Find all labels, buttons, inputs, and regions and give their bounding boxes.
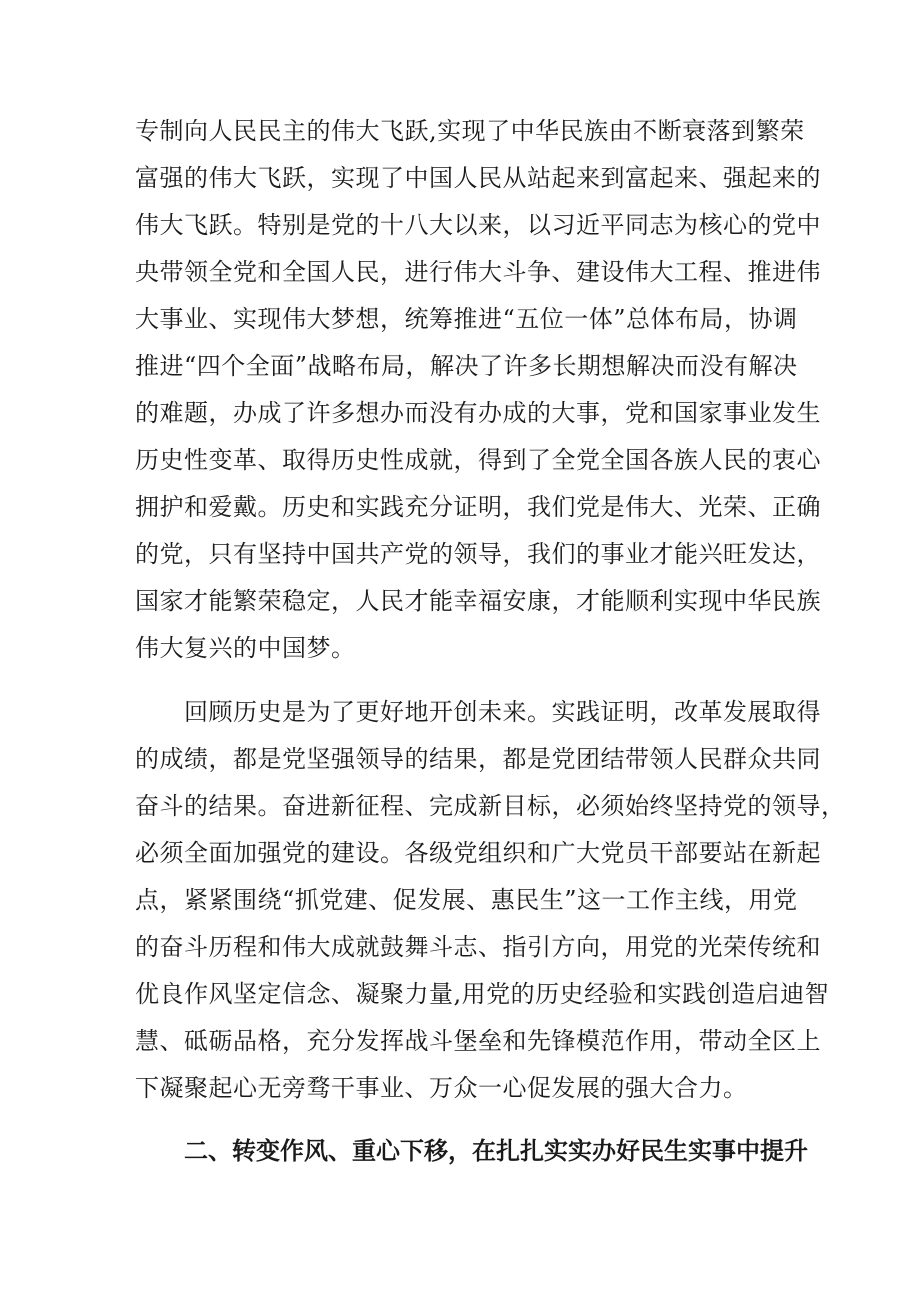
text-line: 专制向人民民主的伟大飞跃,实现了中华民族由不断衰落到繁荣 xyxy=(135,117,805,145)
text-line: 的难题，办成了许多想办而没有办成的大事，党和国家事业发生 xyxy=(135,399,821,427)
text-line: 的党，只有坚持中国共产党的领导，我们的事业才能兴旺发达， xyxy=(135,540,821,568)
text-line: 历史性变革、取得历史性成就，得到了全党全国各族人民的衷心 xyxy=(135,446,821,474)
text-line: 央带领全党和全国人民，进行伟大斗争、建设伟大工程、推进伟 xyxy=(135,258,821,286)
text-line: 回顾历史是为了更好地开创未来。实践证明，改革发展取得 xyxy=(184,698,821,726)
text-line: 拥护和爱戴。历史和实践充分证明，我们党是伟大、光荣、正确 xyxy=(135,493,821,521)
text-line: 的成绩，都是党坚强领导的结果，都是党团结带领人民群众共同 xyxy=(135,745,821,773)
text-line: 伟大飞跃。特别是党的十八大以来，以习近平同志为核心的党中 xyxy=(135,211,821,239)
text-line: 下凝聚起心无旁骛干事业、万众一心促发展的强大合力。 xyxy=(135,1074,748,1102)
text-line: 推进“四个全面”战略布局，解决了许多长期想解决而没有解决 xyxy=(135,352,798,380)
text-line: 必须全面加强党的建设。各级党组织和广大党员干部要站在新起 xyxy=(135,839,821,867)
section-heading: 二、转变作风、重心下移，在扎扎实实办好民生实事中提升 xyxy=(184,1137,808,1165)
text-line: 点，紧紧围绕“抓党建、促发展、惠民生”这一工作主线，用党 xyxy=(135,886,798,914)
text-line: 的奋斗历程和伟大成就鼓舞斗志、指引方向，用党的光荣传统和 xyxy=(135,933,821,961)
text-line: 慧、砥砺品格，充分发挥战斗堡垒和先锋模范作用，带动全区上 xyxy=(135,1027,821,1055)
text-line: 国家才能繁荣稳定，人民才能幸福安康，才能顺利实现中华民族 xyxy=(135,587,821,615)
text-line: 大事业、实现伟大梦想，统筹推进“五位一体”总体布局，协调 xyxy=(135,305,798,333)
text-line: 伟大复兴的中国梦。 xyxy=(135,634,356,662)
text-line: 优良作风坚定信念、凝聚力量,用党的历史经验和实践创造启迪智 xyxy=(135,980,830,1008)
text-line: 奋斗的结果。奋进新征程、完成新目标，必须始终坚持党的领导， xyxy=(135,792,846,820)
text-line: 富强的伟大飞跃，实现了中国人民从站起来到富起来、强起来的 xyxy=(135,164,821,192)
